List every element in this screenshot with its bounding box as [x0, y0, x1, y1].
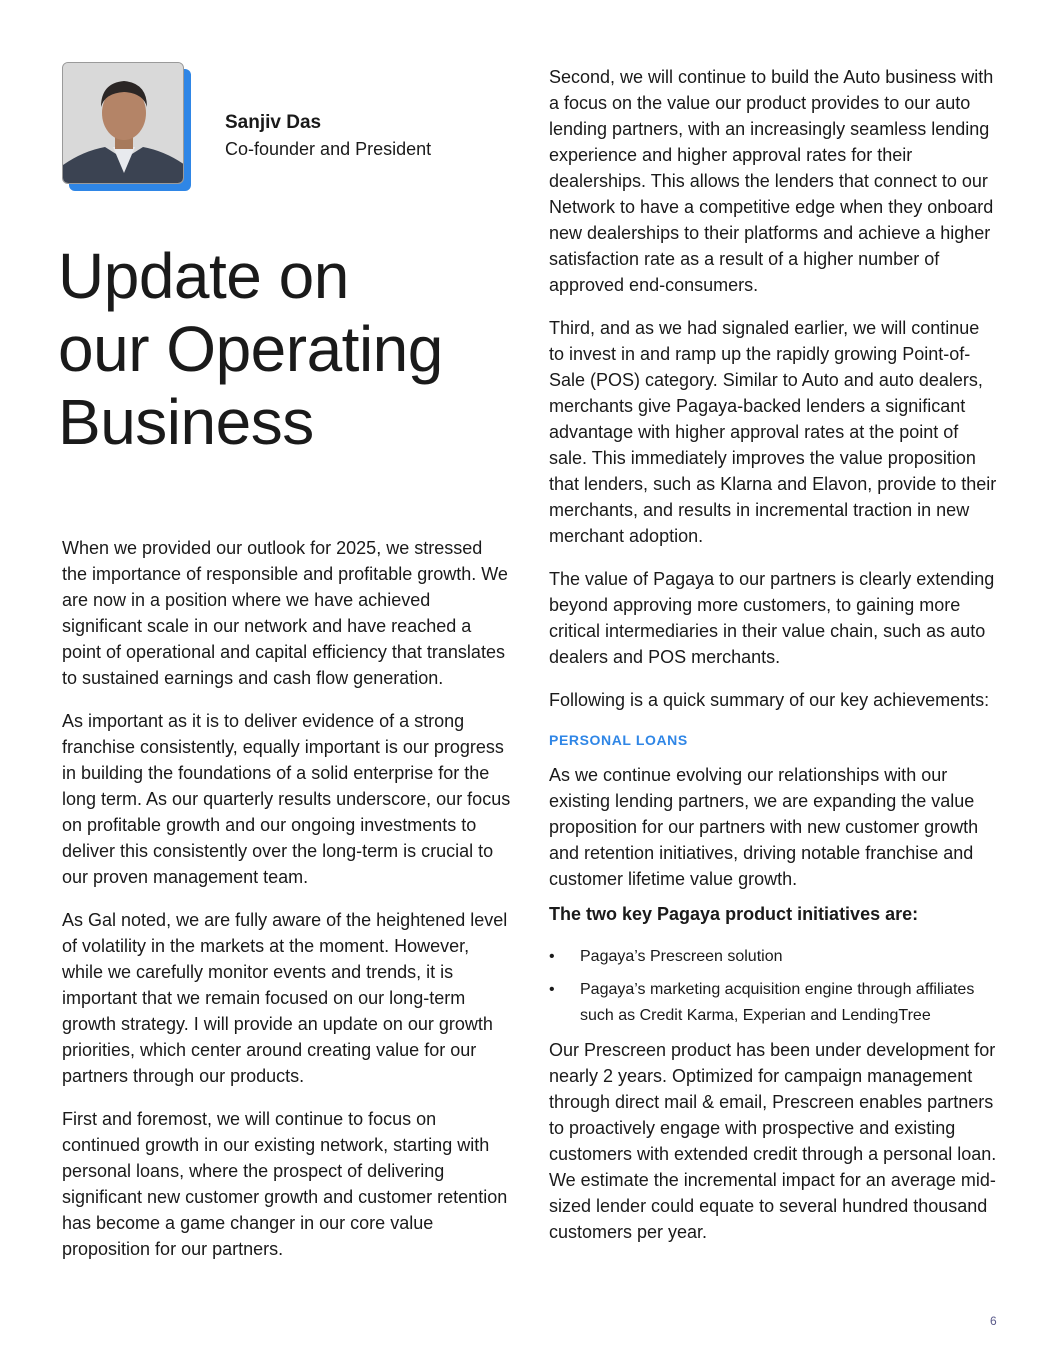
paragraph: Second, we will continue to build the Auto business with a focus on the value our product provides to our auto lending partners, with an increasingly seamless lending experience and higher approval rates for their dealerships. This allows the lenders that connect to our Network to have a competitive edge when they onboard new dealerships to their platforms and achieve a higher satisfaction rate as a result of a higher number of approved end-consumers. [549, 67, 994, 295]
page-number: 6 [990, 1314, 997, 1328]
left-column [62, 535, 512, 1279]
list-item-text: Pagaya’s marketing acquisition engine through affiliates such as Credit Karma, Experian and LendingTree [580, 981, 975, 1024]
paragraph: As important as it is to deliver evidence of a strong franchise consistently, equally important is our progress in building the foundations of a solid enterprise for the long term. As our quarterly results underscore, our focus on profitable growth and our ongoing investments to deliver this consistently over the long-term is crucial to our proven management team. [62, 711, 511, 887]
section-label-personal-loans: PERSONAL LOANS [549, 732, 688, 748]
paragraph: As we continue evolving our relationships with our existing lending partners, we are expanding the value proposition for our partners with new customer growth and retention initiatives, driving notable franchise and customer lifetime value growth. [549, 765, 979, 889]
list-item [549, 944, 999, 970]
list-item [549, 977, 999, 1029]
paragraph: As Gal noted, we are fully aware of the heightened level of volatility in the markets at the moment. However, while we carefully monitor events and trends, it is important that we remain focused on our long-term growth strategy. I will provide an update on our growth priorities, which center around creating value for our partners through our products. [62, 910, 508, 1086]
paragraph: Following is a quick summary of our key achievements: [549, 690, 990, 710]
list-item-text: Pagaya’s Prescreen solution [580, 948, 783, 965]
author-photo-frame [62, 62, 192, 192]
title-line-1: Update on [58, 240, 349, 312]
bullet-icon: • [549, 948, 555, 965]
paragraph: The value of Pagaya to our partners is clearly extending beyond approving more customers, to gaining more critical intermediaries in their value chain, such as auto dealers and POS merchants. [549, 569, 995, 667]
right-column [549, 64, 999, 1262]
initiatives-heading: The two key Pagaya product initiatives are: [549, 904, 919, 924]
title-line-3: Business [58, 386, 314, 458]
author-block [225, 110, 431, 162]
bullet-icon: • [549, 981, 555, 998]
initiatives-list [549, 944, 999, 1029]
paragraph: First and foremost, we will continue to focus on continued growth in our existing network, starting with personal loans, where the prospect of delivering significant new customer growth and customer retention has become a game changer in our core value proposition for our partners. [62, 1109, 508, 1259]
paragraph: Third, and as we had signaled earlier, we will continue to invest in and ramp up the rapidly growing Point-of-Sale (POS) category. Similar to Auto and auto dealers, merchants give Pagaya-backed lenders a significant advantage with higher approval rates at the point of sale. This immediately improves the value proposition that lenders, such as Klarna and Elavon, provide to their merchants, and results in incremental traction in new merchant adoption. [549, 318, 997, 546]
author-name: Sanjiv Das [225, 112, 322, 133]
author-photo [62, 62, 184, 184]
page-title [58, 240, 518, 459]
paragraph: When we provided our outlook for 2025, we stressed the importance of responsible and profitable growth. We are now in a position where we have achieved significant scale in our network and have reached a point of operational and capital efficiency that translates to sustained earnings and cash flow generation. [62, 538, 508, 688]
author-role: Co-founder and President [225, 139, 432, 159]
title-line-2: our Operating [58, 313, 443, 385]
paragraph: Our Prescreen product has been under development for nearly 2 years. Optimized for campaign management through direct mail & email, Prescreen enables partners to proactively engage with prospective and existing customers with extended credit through a personal loan. We estimate the incremental impact for an average mid-sized lender could equate to several hundred thousand customers per year. [549, 1040, 997, 1242]
